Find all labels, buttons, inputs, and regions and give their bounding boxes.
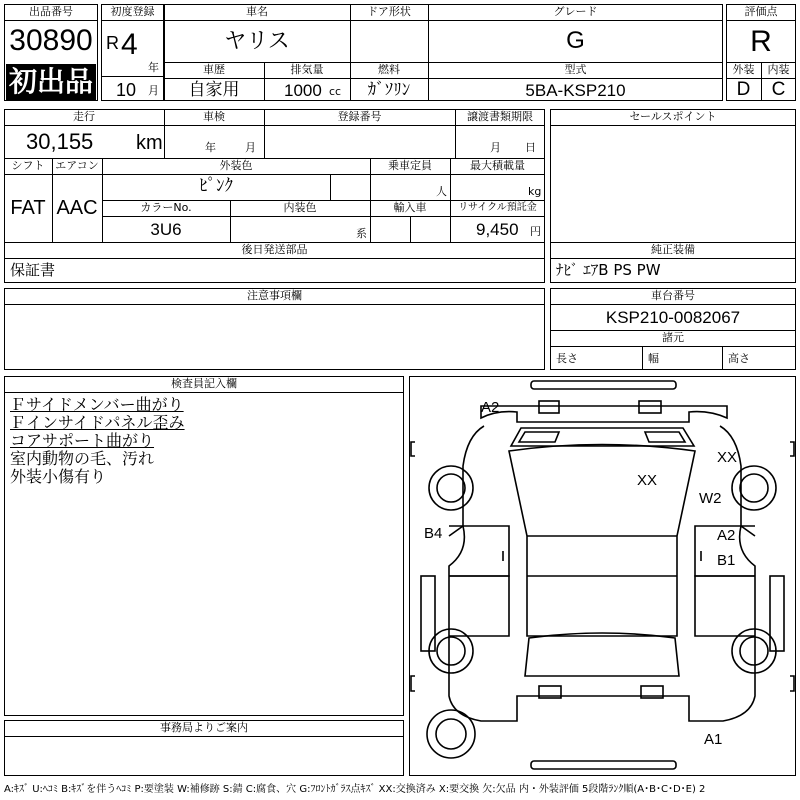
- inspector-remark: 室内動物の毛、汚れ: [10, 449, 155, 468]
- reg-era: R: [106, 33, 119, 53]
- genuine-label: 純正装備: [651, 243, 695, 256]
- reg-month: 10: [116, 80, 137, 100]
- car-diagram: [409, 376, 796, 776]
- model-value: 5BA-KSP210: [525, 81, 626, 100]
- reg-month-unit: 月: [148, 84, 159, 97]
- transfer-label: 譲渡書類期限: [467, 110, 533, 123]
- chassis-value: KSP210-0082067: [605, 308, 741, 327]
- inspector-remark: Ｆインサイドパネル歪み: [10, 413, 185, 432]
- genuine-value: ﾅﾋﾞ ｴｱB PS PW: [556, 261, 661, 279]
- dims-height: 高さ: [728, 352, 750, 365]
- inspector-remark: コアサポート曲がり: [10, 431, 155, 450]
- reg-year-unit: 年: [148, 61, 159, 74]
- cc-label: 排気量: [290, 63, 324, 76]
- later-parts-label: 後日発送部品: [241, 243, 308, 256]
- model-label: 型式: [564, 63, 587, 76]
- lot-number: 30890: [9, 24, 93, 57]
- mark-a2-top: A2: [481, 399, 500, 416]
- inspection-label: 車検: [203, 110, 225, 123]
- shift-label: シフト: [11, 159, 45, 172]
- mark-xx-roof: XX: [637, 472, 658, 489]
- rear-window: [525, 633, 679, 676]
- int-color-unit: 系: [356, 227, 367, 240]
- ext-score-label: 外装: [732, 63, 755, 76]
- mileage-unit: km: [136, 132, 163, 154]
- score-value: R: [750, 25, 772, 58]
- reg-year: 4: [121, 28, 138, 61]
- recycle-unit: 円: [530, 225, 541, 238]
- left-door-front: [449, 526, 509, 576]
- load-label: 最大積載量: [470, 159, 525, 172]
- wheel-front-left: [429, 466, 473, 510]
- mark-xx-right: XX: [717, 449, 738, 466]
- ext-color-value: ﾋﾟﾝｸ: [199, 176, 233, 196]
- transfer-day-unit: 日: [525, 141, 536, 154]
- roof-outline: [509, 445, 695, 637]
- fuel-value: ｶﾞｿﾘﾝ: [367, 80, 411, 100]
- right-door-rear: [695, 576, 755, 636]
- history-label: 車歴: [203, 63, 225, 76]
- office-label: 事務局よりご案内: [160, 721, 248, 734]
- later-parts-value: 保証書: [10, 261, 56, 279]
- mark-b1: B1: [717, 552, 736, 569]
- aircon-value: AAC: [56, 197, 98, 219]
- aircon-label: エアコン: [55, 159, 99, 172]
- sales-points-label: セールスポイント: [629, 110, 717, 123]
- reg-label: 初度登録: [110, 5, 155, 18]
- cc-unit: cc: [329, 85, 342, 98]
- fuel-label: 燃料: [378, 63, 400, 76]
- int-score-label: 内装: [767, 63, 790, 76]
- ext-color-label: 外装色: [219, 159, 253, 172]
- legend: A:ｷｽﾞ U:ﾍｺﾐ B:ｷｽﾞを伴うﾍｺﾐ P:要塗装 W:補修跡 S:錆 C:腐食、穴 G:ﾌﾛﾝﾄｶﾞﾗｽ点ｷｽﾞ XX:交換済み X:要交換 欠:欠品 内・外装評価 5段階ﾗﾝｸ順(A･B･C･D･E) 2: [4, 784, 706, 795]
- inspector-remark: Ｆサイドメンバー曲がり: [10, 395, 184, 414]
- car-name-label: 車名: [246, 5, 268, 18]
- windshield: [511, 428, 694, 446]
- regno-label: 登録番号: [337, 110, 382, 123]
- first-listing-badge: 初出品: [6, 64, 96, 100]
- capacity-label: 乗車定員: [388, 159, 432, 172]
- int-color-label: 内装色: [283, 201, 317, 214]
- history-value: 自家用: [188, 80, 240, 100]
- mileage-value: 30,155: [26, 129, 94, 154]
- caution-label: 注意事項欄: [247, 289, 302, 302]
- rear-bumper-bar: [531, 761, 676, 769]
- dims-width: 幅: [648, 352, 659, 365]
- capacity-unit: 人: [436, 185, 447, 198]
- recycle-label: リサイクル預託金: [458, 202, 537, 213]
- hood-outline: [481, 406, 727, 422]
- mark-w2: W2: [699, 490, 722, 507]
- load-unit: kg: [528, 185, 542, 198]
- cc-value: 1000: [284, 81, 322, 100]
- recycle-value: 9,450: [476, 220, 519, 239]
- int-score-value: C: [771, 79, 786, 100]
- import-label: 輸入車: [393, 201, 427, 214]
- mileage-label: 走行: [73, 110, 95, 123]
- mark-a2-right: A2: [717, 527, 736, 544]
- score-label: 評価点: [744, 5, 778, 18]
- inspection-month-unit: 月: [245, 141, 256, 154]
- front-bumper-bar: [531, 381, 676, 389]
- shift-value: FAT: [10, 197, 46, 219]
- mark-b4: B4: [424, 525, 443, 542]
- spare-wheel: [427, 710, 475, 758]
- mark-a1: A1: [704, 731, 723, 748]
- lot-label: 出品番号: [29, 5, 73, 18]
- inspection-year-unit: 年: [205, 141, 216, 154]
- color-no-label: カラーNo.: [140, 201, 192, 214]
- front-grille: [539, 401, 559, 413]
- transfer-month-unit: 月: [490, 141, 501, 154]
- door-label: ドア形状: [367, 5, 411, 18]
- color-no-value: 3U6: [150, 220, 182, 239]
- chassis-label: 車台番号: [651, 289, 695, 302]
- grade-value: G: [566, 27, 585, 54]
- grade-label: グレード: [553, 5, 598, 18]
- wheel-front-right: [732, 466, 776, 510]
- dims-label: 諸元: [662, 331, 684, 344]
- ext-score-value: D: [736, 79, 751, 100]
- inspector-remarks: [10, 396, 185, 486]
- left-door-rear: [449, 576, 509, 636]
- car-name: ヤリス: [224, 29, 290, 54]
- front-emblem: [639, 401, 661, 413]
- inspector-remark: 外装小傷有り: [10, 467, 107, 486]
- inspector-label: 検査員記入欄: [171, 377, 237, 390]
- dims-length: 長さ: [556, 352, 578, 365]
